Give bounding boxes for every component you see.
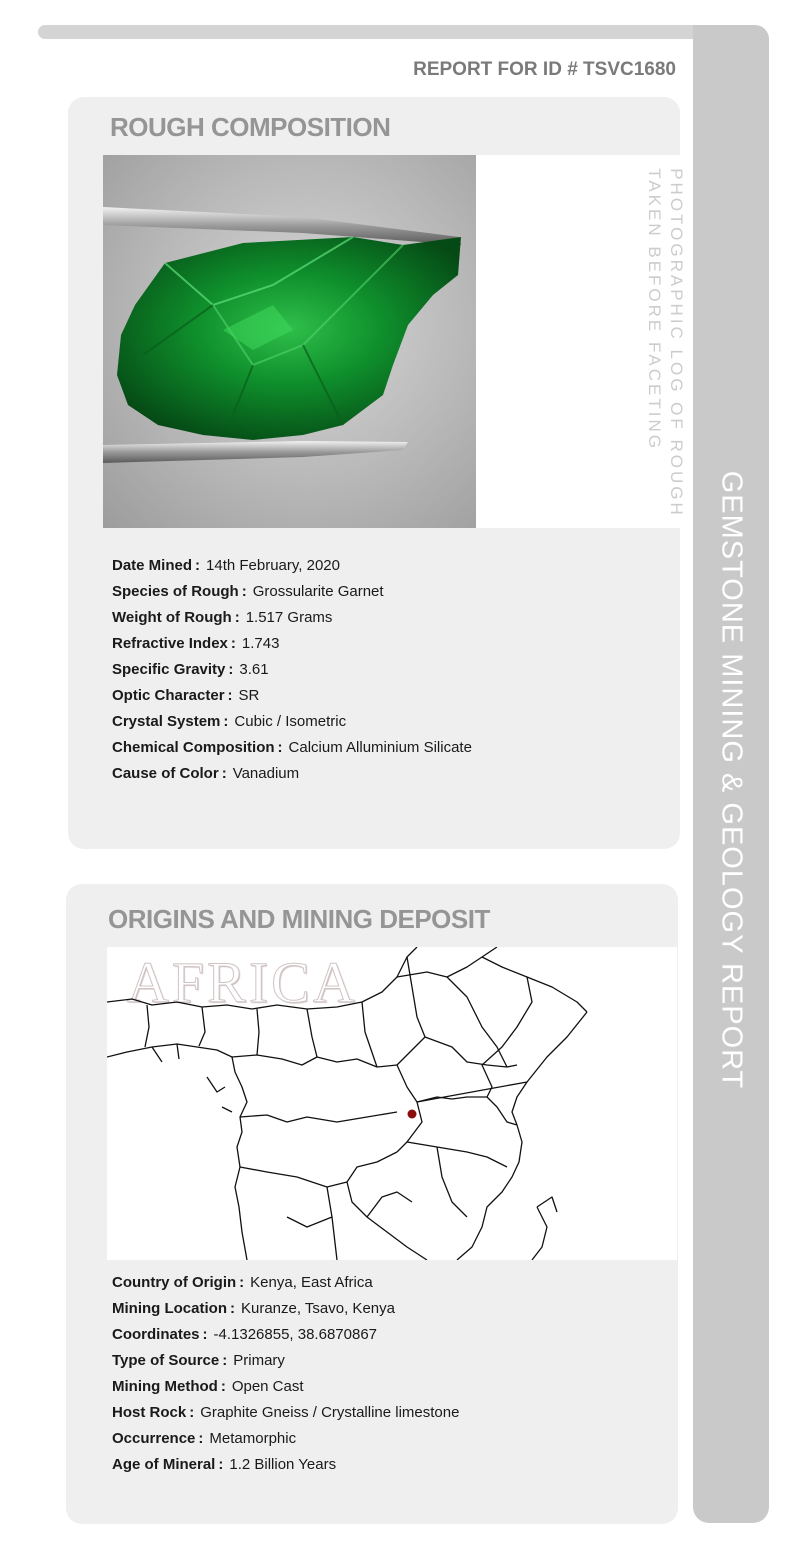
rough-gem-photo (103, 155, 476, 528)
field-row: Type of Source : Primary (112, 1352, 285, 1369)
photo-caption-line2: TAKEN BEFORE FACETING (645, 168, 664, 451)
field-row: Species of Rough : Grossularite Garnet (112, 583, 384, 600)
rough-composition-title: ROUGH COMPOSITION (110, 112, 391, 142)
field-row: Specific Gravity : 3.61 (112, 661, 269, 678)
origins-title: ORIGINS AND MINING DEPOSIT (108, 904, 490, 934)
rough-fields (112, 553, 472, 787)
field-row: Cause of Color : Vanadium (112, 765, 300, 782)
field-row: Weight of Rough : 1.517 Grams (112, 609, 333, 626)
photo-caption (645, 168, 686, 518)
field-row: Chemical Composition : Calcium Alluminium Silicate (112, 739, 472, 756)
field-row: Mining Location : Kuranze, Tsavo, Kenya (112, 1300, 395, 1317)
tweezer-bottom (103, 441, 408, 463)
side-title: GEMSTONE MINING & GEOLOGY REPORT (715, 470, 748, 1090)
mine-location-marker (408, 1110, 417, 1119)
side-title-wrap (693, 25, 769, 1523)
field-row: Host Rock : Graphite Gneiss / Crystalline limestone (112, 1404, 460, 1421)
map-outlines (107, 947, 677, 1260)
photo-area (103, 155, 686, 528)
field-row: Crystal System : Cubic / Isometric (112, 713, 347, 730)
origin-fields (112, 1270, 459, 1478)
rough-gem-illustration (103, 155, 476, 528)
field-row: Occurrence : Metamorphic (112, 1430, 297, 1447)
tweezer-top (103, 207, 461, 245)
report-id: REPORT FOR ID # TSVC1680 (413, 59, 676, 80)
field-row: Date Mined : 14th February, 2020 (112, 557, 340, 574)
photo-caption-line1: PHOTOGRAPHIC LOG OF ROUGH (667, 168, 686, 518)
field-row: Refractive Index : 1.743 (112, 635, 280, 652)
africa-map (107, 947, 677, 1260)
field-row: Age of Mineral : 1.2 Billion Years (112, 1456, 337, 1473)
field-row: Country of Origin : Kenya, East Africa (112, 1274, 373, 1291)
map-label: AFRICA (127, 950, 358, 1015)
field-row: Optic Character : SR (112, 687, 260, 704)
field-row: Mining Method : Open Cast (112, 1378, 304, 1395)
top-bar (38, 25, 738, 39)
field-row: Coordinates : -4.1326855, 38.6870867 (112, 1326, 377, 1343)
